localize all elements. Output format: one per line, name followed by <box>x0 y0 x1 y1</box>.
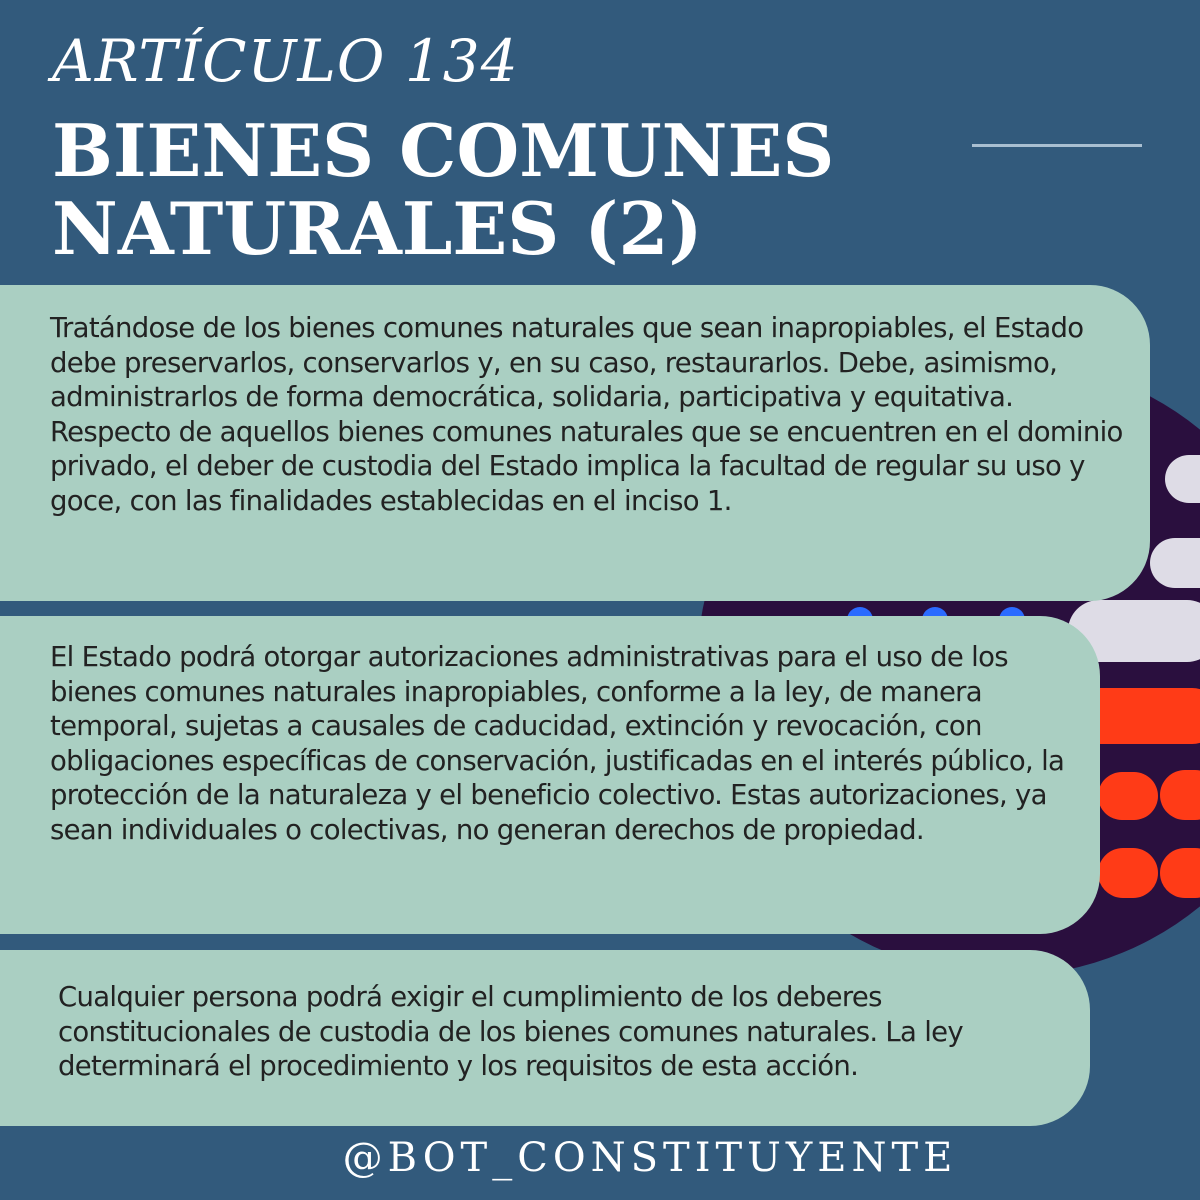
title-line-1: BIENES COMUNES <box>52 108 835 193</box>
divider-line <box>972 144 1142 147</box>
paragraph-card-2 <box>0 616 1100 934</box>
paragraph-card-3 <box>0 950 1090 1126</box>
article-number: ARTÍCULO 134 <box>52 27 519 95</box>
paragraph-text-2: El Estado podrá otorgar autorizaciones administrativas para el uso de los bienes comunes naturales inapropiables, conforme a la ley, de manera temporal, sujetas a causales de caducidad, extinción y revocación, con obligaciones específicas de conservación, justificadas en el interés público, la protección de la naturaleza y el beneficio colectivo. Estas autorizaciones, ya sean individuales o colectivas, no generan derechos de propiedad. <box>50 641 1065 846</box>
account-handle: @BOT_CONSTITUYENTE <box>342 1135 958 1181</box>
paragraph-card-1 <box>0 285 1150 601</box>
paragraph-text-3: Cualquier persona podrá exigir el cumplimiento de los deberes constitucionales de custodia de los bienes comunes naturales. La ley determinará el procedimiento y los requisitos de esta acción. <box>58 981 963 1082</box>
paragraph-text-1: Tratándose de los bienes comunes naturales que sean inapropiables, el Estado debe preservarlos, conservarlos y, en su caso, restaurarlos. Debe, asimismo, administrarlos de forma democrática, solidaria, participativa y equitativa. Respecto de aquellos bienes comunes naturales que se encuentren en el dominio privado, el deber de custodia del Estado implica la facultad de regular su uso y goce, con las finalidades establecidas en el inciso 1. <box>50 312 1123 517</box>
title-line-2: NATURALES (2) <box>52 186 703 271</box>
article-title <box>52 108 835 271</box>
